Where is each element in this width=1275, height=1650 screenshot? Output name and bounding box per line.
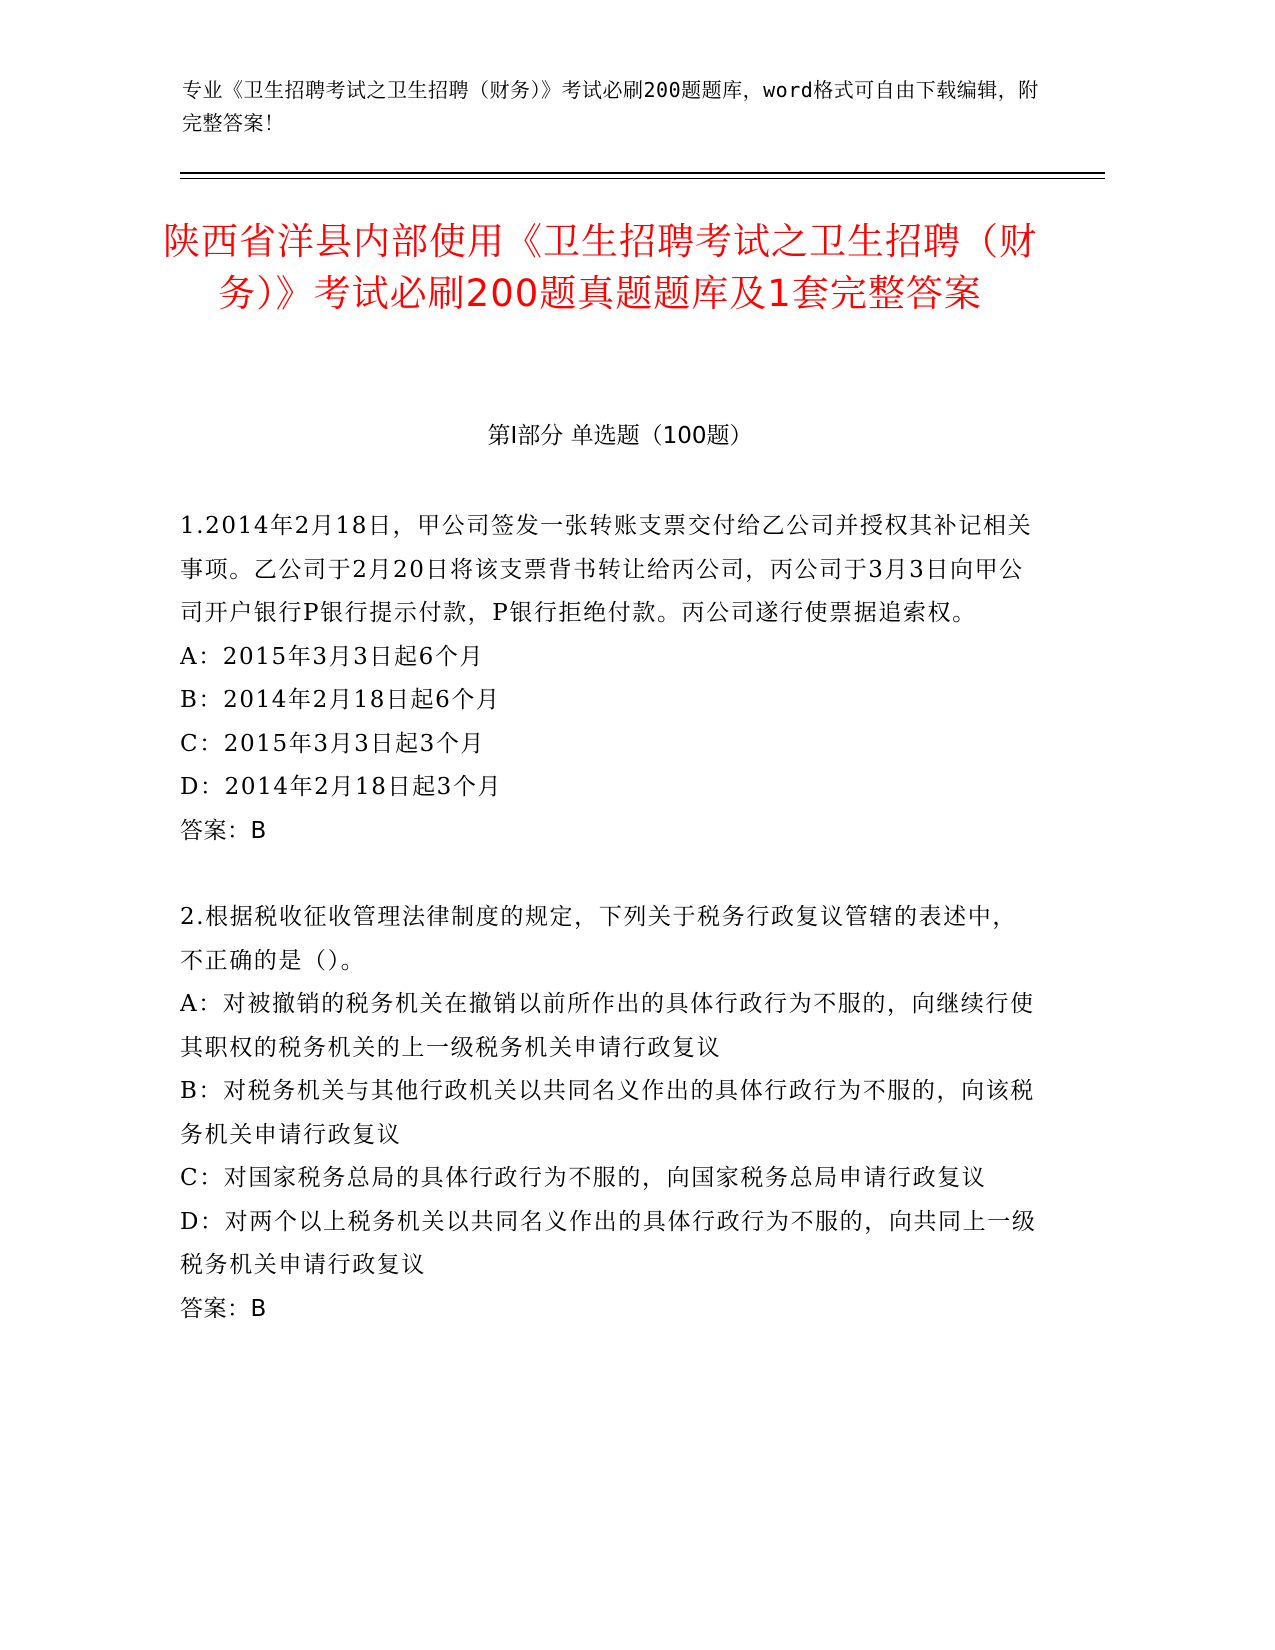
question-1 (180, 505, 1040, 853)
option-c: C：2015年3月3日起3个月 (180, 730, 486, 757)
question-stem: 1.2014年2月18日，甲公司签发一张转账支票交付给乙公司并授权其补记相关事项。乙公司于2月20日将该支票背书转让给丙公司，丙公司于3月3日向甲公司开户银行P银行提示付款，P银行拒绝付款。丙公司遂行使票据追索权。 (180, 513, 1033, 626)
header-note: 专业《卫生招聘考试之卫生招聘（财务）》考试必刷200题题库，word格式可自由下载编辑，附完整答案！ (182, 78, 1039, 135)
answer: 答案：B (180, 1295, 267, 1322)
section-title: 第I部分 单选题（100题） (487, 423, 753, 449)
document-title: 陕西省洋县内部使用《卫生招聘考试之卫生招聘（财务）》考试必刷200题真题题库及1套完整答案 (163, 220, 1037, 315)
header-rule-thin (180, 178, 1105, 179)
option-b: B：对税务机关与其他行政机关以共同名义作出的具体行政行为不服的，向该税务机关申请行政复议 (180, 1078, 1035, 1148)
option-d: D：对两个以上税务机关以共同名义作出的具体行政行为不服的，向共同上一级税务机关申请行政复议 (180, 1208, 1037, 1278)
option-a: A：2015年3月3日起6个月 (180, 643, 485, 670)
option-b: B：2014年2月18日起6个月 (180, 687, 501, 713)
option-d: D：2014年2月18日起3个月 (180, 774, 503, 800)
question-stem: 2.根据税收征收管理法律制度的规定，下列关于税务行政复议管辖的表述中，不正确的是（）。 (180, 904, 1017, 974)
option-c: C：对国家税务总局的具体行政行为不服的，向国家税务总局申请行政复议 (180, 1165, 987, 1191)
question-list (180, 505, 1040, 1331)
header-rule-thick (180, 172, 1105, 174)
option-a: A：对被撤销的税务机关在撤销以前所作出的具体行政行为不服的，向继续行使其职权的税务机关的上一级税务机关申请行政复议 (180, 991, 1035, 1061)
question-2 (180, 896, 1040, 1331)
answer: 答案：B (180, 817, 267, 844)
